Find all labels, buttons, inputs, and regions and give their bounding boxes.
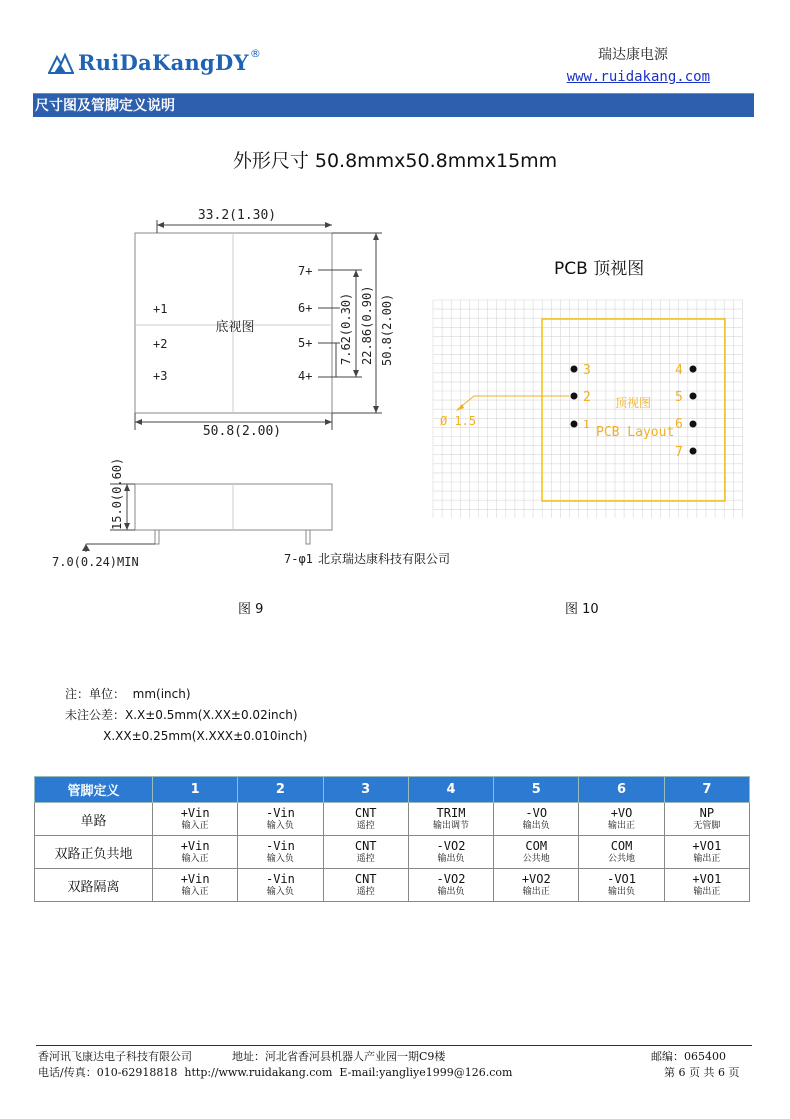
- pin-signal: -Vin: [265, 806, 295, 820]
- pin-signal: -VO: [525, 806, 548, 820]
- pin-description: 输出正: [693, 887, 721, 897]
- table-row: [35, 803, 750, 836]
- pin-description: 输入正: [181, 887, 209, 897]
- pin-signal: CNT: [354, 806, 377, 820]
- table-cell: [323, 803, 408, 836]
- pin-label: 5+: [298, 336, 313, 350]
- table-cell: [579, 869, 664, 902]
- pin-signal: -VO1: [607, 872, 636, 886]
- dim-pin-pitch: 7.62(0.30): [339, 292, 353, 365]
- pcb-pin-4: [690, 366, 697, 373]
- pin-description: 输出正: [608, 821, 636, 831]
- table-cell: [153, 869, 238, 902]
- table-header: 6: [579, 777, 664, 803]
- notes-block: [65, 684, 307, 747]
- pin-definition-table: [34, 776, 750, 902]
- pin-description: 遥控: [356, 887, 375, 897]
- pcb-title: PCB 顶视图: [554, 259, 645, 279]
- pin-label: 7+: [298, 264, 313, 278]
- pin-description: 输出负: [437, 887, 465, 897]
- footer-address: 地址：河北省香河县机器人产业园一期C9楼: [232, 1050, 446, 1063]
- table-header: 4: [408, 777, 493, 803]
- pin-signal: -Vin: [265, 872, 295, 886]
- bottom-view-label: 底视图: [215, 320, 255, 335]
- table-cell: [494, 803, 579, 836]
- footer-postcode: 邮编：065400: [651, 1050, 726, 1063]
- section-title-bar: 尺寸图及管脚定义说明: [33, 93, 754, 117]
- dim-pin-length: 7.0(0.24)MIN: [52, 555, 139, 569]
- brand-name: 瑞达康电源: [598, 47, 668, 63]
- pcb-grid: [433, 300, 743, 518]
- pin-signal: +VO1: [692, 872, 722, 886]
- table-cell: [238, 803, 323, 836]
- table-cell: [408, 803, 493, 836]
- pin-signal: +Vin: [180, 872, 210, 886]
- table-cell: [323, 836, 408, 869]
- pin-signal: CNT: [354, 872, 377, 886]
- table-header: 1: [153, 777, 238, 803]
- figure-9-caption: 图 9: [238, 602, 264, 617]
- pin-signal: COM: [525, 839, 548, 853]
- pin-signal: +VO1: [692, 839, 722, 853]
- pin-description: 输入负: [266, 821, 294, 831]
- table-cell: [664, 836, 749, 869]
- table-cell: [579, 803, 664, 836]
- table-cell: [408, 869, 493, 902]
- table-cell: [238, 869, 323, 902]
- pin-description: 遥控: [356, 821, 375, 831]
- table-cell: [238, 836, 323, 869]
- pin-description: 输出负: [437, 854, 465, 864]
- pcb-pin-num: 5: [675, 390, 683, 405]
- table-header: 2: [238, 777, 323, 803]
- pin-description: 输入负: [266, 887, 294, 897]
- dim-side-height: 15.0(0.60): [110, 457, 124, 530]
- pcb-pin-6: [690, 421, 697, 428]
- figure-10-caption: 图 10: [565, 602, 599, 617]
- pin-label: 4+: [298, 369, 313, 383]
- company-overlay-text: 北京瑞达康科技有限公司: [318, 552, 451, 566]
- note-tolerance-2: X.XX±0.25mm(X.XXX±0.010inch): [65, 729, 308, 743]
- table-cell: [579, 836, 664, 869]
- pcb-pin-num: 4: [675, 363, 683, 378]
- pin-label: +3: [153, 369, 168, 383]
- footer-company: 香河讯飞康达电子科技有限公司: [38, 1050, 192, 1063]
- pcb-pin-7: [690, 448, 697, 455]
- footer-divider: [36, 1045, 752, 1046]
- dimension-title: 外形尺寸 50.8mmx50.8mmx15mm: [232, 150, 558, 172]
- pin-signal: -Vin: [265, 839, 295, 853]
- note-units: 注：单位： mm(inch): [65, 687, 191, 701]
- brand-url-link[interactable]: www.ruidakang.com: [566, 69, 710, 85]
- table-row: [35, 836, 750, 869]
- note-tolerance-1: 未注公差：X.X±0.5mm(X.XX±0.02inch): [65, 708, 298, 722]
- pin-signal: NP: [699, 806, 715, 820]
- pcb-pin-num: 1: [583, 418, 590, 431]
- pcb-pin-1: [571, 421, 578, 428]
- footer-contact: 电话/传真：010-62918818 http://www.ruidakang.com E-mail:yangliye1999@126.com: [38, 1066, 513, 1079]
- row-header: 双路正负共地: [35, 836, 153, 869]
- pin-description: 输出正: [522, 887, 550, 897]
- table-header: 5: [494, 777, 579, 803]
- table-cell: [494, 869, 579, 902]
- pin-description: 输出调节: [432, 821, 469, 831]
- table-header-row: [35, 777, 750, 803]
- registered-mark: ®: [249, 47, 261, 60]
- pin-signal: +Vin: [180, 806, 210, 820]
- table-cell: [153, 803, 238, 836]
- table-cell: [664, 803, 749, 836]
- pin-description: 遥控: [356, 854, 375, 864]
- table-cell: [664, 869, 749, 902]
- table-header: 管脚定义: [35, 777, 153, 803]
- pin-description: 输入负: [266, 854, 294, 864]
- pin-description: 输出负: [522, 821, 550, 831]
- row-header: 单路: [35, 803, 153, 836]
- pin-description: 公共地: [522, 854, 550, 864]
- pin-signal: -VO2: [436, 839, 466, 853]
- table-cell: [494, 836, 579, 869]
- pcb-pin-5: [690, 393, 697, 400]
- table-header: 7: [664, 777, 749, 803]
- logo-text: RuiDaKangDY: [78, 50, 249, 75]
- pin-description: 输入正: [181, 854, 209, 864]
- pin-label: +2: [153, 337, 168, 351]
- pin-description: 输入正: [181, 821, 209, 831]
- pcb-pin-num: 3: [583, 363, 591, 378]
- dim-width-bottom: 50.8(2.00): [202, 424, 282, 439]
- pin-signal: -VO2: [436, 872, 466, 886]
- pin-signal: +VO: [610, 806, 633, 820]
- pcb-hole-diameter: Ø 1.5: [440, 414, 477, 428]
- table-cell: [153, 836, 238, 869]
- pin-description: 公共地: [608, 854, 636, 864]
- pin-description: 输出负: [608, 887, 636, 897]
- dim-pin-diameter: 7-φ1: [284, 552, 313, 566]
- pin-signal: +VO2: [521, 872, 551, 886]
- pin-description: 输出正: [693, 854, 721, 864]
- table-row: [35, 869, 750, 902]
- dim-width-top: 33.2(1.30): [197, 208, 277, 223]
- pcb-pin-2: [571, 393, 578, 400]
- pcb-pin-num: 7: [675, 445, 683, 460]
- pcb-pin-num: 6: [675, 417, 683, 432]
- table-cell: [323, 869, 408, 902]
- table-header: 3: [323, 777, 408, 803]
- pin-description: 无管脚: [693, 821, 721, 831]
- pin-label: 6+: [298, 301, 313, 315]
- pcb-pin-num: 2: [583, 390, 591, 405]
- footer-page-number: 第 6 页 共 6 页: [664, 1066, 740, 1079]
- dim-pin-span: 22.86(0.90): [360, 285, 374, 365]
- dim-height: 50.8(2.00): [380, 293, 394, 366]
- pin-signal: CNT: [354, 839, 377, 853]
- pin-label: +1: [153, 302, 168, 316]
- pin-signal: +Vin: [180, 839, 210, 853]
- row-header: 双路隔离: [35, 869, 153, 902]
- pin-signal: COM: [610, 839, 633, 853]
- table-cell: [408, 836, 493, 869]
- pcb-top-label: 顶视图: [615, 396, 652, 410]
- pcb-layout-label: PCB Layout: [596, 425, 675, 440]
- pcb-pin-3: [571, 366, 578, 373]
- pin-signal: TRIM: [436, 806, 466, 820]
